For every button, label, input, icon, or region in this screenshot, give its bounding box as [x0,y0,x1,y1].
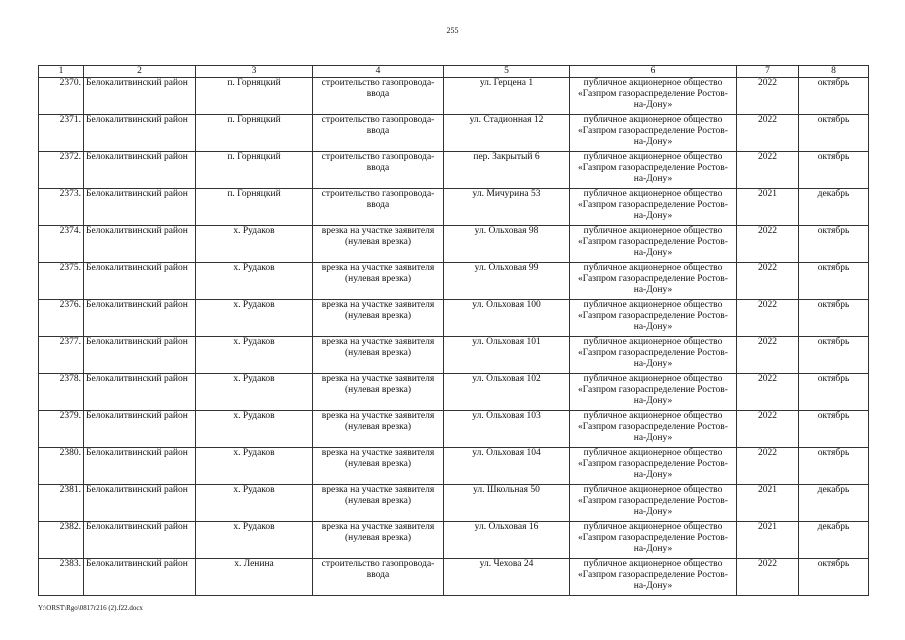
work-type-cell: врезка на участке заявителя (нулевая врезка) [313,485,444,522]
address-cell: ул. Герцена 1 [444,78,570,115]
district-cell: Белокалитвинский район [84,559,196,596]
work-type-cell: строительство газопровода-ввода [313,115,444,152]
address-cell: ул. Чехова 24 [444,559,570,596]
work-type-cell: врезка на участке заявителя (нулевая врезка) [313,522,444,559]
locality-cell: п. Горняцкий [196,152,313,189]
address-cell: ул. Ольховая 98 [444,226,570,263]
work-type-cell: врезка на участке заявителя (нулевая врезка) [313,337,444,374]
organization-cell: публичное акционерное общество «Газпром газораспределение Ростов-на-Дону» [570,115,737,152]
organization-cell: публичное акционерное общество «Газпром газораспределение Ростов-на-Дону» [570,226,737,263]
locality-cell: х. Рудаков [196,374,313,411]
work-type-cell: строительство газопровода-ввода [313,559,444,596]
district-cell: Белокалитвинский район [84,448,196,485]
district-cell: Белокалитвинский район [84,226,196,263]
year-cell: 2022 [737,78,799,115]
organization-cell: публичное акционерное общество «Газпром газораспределение Ростов-на-Дону» [570,448,737,485]
work-type-cell: врезка на участке заявителя (нулевая врезка) [313,226,444,263]
district-cell: Белокалитвинский район [84,115,196,152]
table-row [39,152,869,189]
column-header: 1 [39,66,84,78]
row-number-cell: 2374. [39,226,84,263]
footer-file-path: Y:\ORST\Rgo\0817r216 (2).f22.docx [38,604,143,612]
address-cell: ул. Ольховая 16 [444,522,570,559]
locality-cell: х. Рудаков [196,411,313,448]
organization-cell: публичное акционерное общество «Газпром газораспределение Ростов-на-Дону» [570,522,737,559]
row-number-cell: 2371. [39,115,84,152]
column-header: 3 [196,66,313,78]
organization-cell: публичное акционерное общество «Газпром газораспределение Ростов-на-Дону» [570,337,737,374]
month-cell: октябрь [799,152,869,189]
table-row [39,78,869,115]
row-number-cell: 2379. [39,411,84,448]
locality-cell: п. Горняцкий [196,115,313,152]
page-number: 255 [446,26,459,35]
table-row [39,263,869,300]
address-cell: ул. Ольховая 99 [444,263,570,300]
locality-cell: х. Рудаков [196,226,313,263]
locality-cell: х. Рудаков [196,522,313,559]
district-cell: Белокалитвинский район [84,411,196,448]
district-cell: Белокалитвинский район [84,263,196,300]
row-number-cell: 2377. [39,337,84,374]
work-type-cell: врезка на участке заявителя (нулевая врезка) [313,263,444,300]
year-cell: 2022 [737,448,799,485]
table-body [39,78,869,596]
row-number-cell: 2383. [39,559,84,596]
district-cell: Белокалитвинский район [84,152,196,189]
column-header: 8 [799,66,869,78]
locality-cell: п. Горняцкий [196,78,313,115]
district-cell: Белокалитвинский район [84,485,196,522]
column-header: 5 [444,66,570,78]
organization-cell: публичное акционерное общество «Газпром газораспределение Ростов-на-Дону» [570,300,737,337]
year-cell: 2021 [737,189,799,226]
table-row [39,485,869,522]
locality-cell: п. Горняцкий [196,189,313,226]
table-row [39,300,869,337]
district-cell: Белокалитвинский район [84,78,196,115]
table-row [39,115,869,152]
month-cell: октябрь [799,300,869,337]
year-cell: 2022 [737,300,799,337]
year-cell: 2022 [737,115,799,152]
district-cell: Белокалитвинский район [84,374,196,411]
row-number-cell: 2381. [39,485,84,522]
row-number-cell: 2373. [39,189,84,226]
column-header: 7 [737,66,799,78]
organization-cell: публичное акционерное общество «Газпром газораспределение Ростов-на-Дону» [570,152,737,189]
address-cell: ул. Ольховая 104 [444,448,570,485]
year-cell: 2022 [737,337,799,374]
year-cell: 2022 [737,374,799,411]
table-row [39,337,869,374]
month-cell: декабрь [799,485,869,522]
year-cell: 2022 [737,152,799,189]
year-cell: 2022 [737,226,799,263]
row-number-cell: 2380. [39,448,84,485]
column-header: 2 [84,66,196,78]
month-cell: октябрь [799,78,869,115]
organization-cell: публичное акционерное общество «Газпром газораспределение Ростов-на-Дону» [570,411,737,448]
organization-cell: публичное акционерное общество «Газпром газораспределение Ростов-на-Дону» [570,374,737,411]
work-type-cell: врезка на участке заявителя (нулевая врезка) [313,300,444,337]
organization-cell: публичное акционерное общество «Газпром газораспределение Ростов-на-Дону» [570,485,737,522]
address-cell: ул. Ольховая 100 [444,300,570,337]
month-cell: декабрь [799,189,869,226]
month-cell: декабрь [799,522,869,559]
month-cell: октябрь [799,115,869,152]
table-row [39,522,869,559]
row-number-cell: 2370. [39,78,84,115]
year-cell: 2021 [737,485,799,522]
address-cell: ул. Ольховая 102 [444,374,570,411]
column-number-row [39,66,869,78]
column-header: 4 [313,66,444,78]
month-cell: октябрь [799,226,869,263]
work-type-cell: строительство газопровода-ввода [313,152,444,189]
organization-cell: публичное акционерное общество «Газпром газораспределение Ростов-на-Дону» [570,189,737,226]
locality-cell: х. Рудаков [196,448,313,485]
year-cell: 2022 [737,411,799,448]
year-cell: 2021 [737,522,799,559]
row-number-cell: 2375. [39,263,84,300]
address-cell: ул. Стадионная 12 [444,115,570,152]
work-type-cell: врезка на участке заявителя (нулевая врезка) [313,411,444,448]
work-type-cell: врезка на участке заявителя (нулевая врезка) [313,374,444,411]
month-cell: октябрь [799,263,869,300]
month-cell: октябрь [799,374,869,411]
district-cell: Белокалитвинский район [84,189,196,226]
row-number-cell: 2376. [39,300,84,337]
district-cell: Белокалитвинский район [84,522,196,559]
locality-cell: х. Рудаков [196,263,313,300]
column-header: 6 [570,66,737,78]
year-cell: 2022 [737,559,799,596]
row-number-cell: 2372. [39,152,84,189]
locality-cell: х. Рудаков [196,485,313,522]
locality-cell: х. Рудаков [196,300,313,337]
organization-cell: публичное акционерное общество «Газпром газораспределение Ростов-на-Дону» [570,559,737,596]
organization-cell: публичное акционерное общество «Газпром газораспределение Ростов-на-Дону» [570,263,737,300]
table-row [39,448,869,485]
table-row [39,559,869,596]
district-cell: Белокалитвинский район [84,337,196,374]
month-cell: октябрь [799,337,869,374]
table-row [39,411,869,448]
address-cell: ул. Ольховая 103 [444,411,570,448]
organization-cell: публичное акционерное общество «Газпром газораспределение Ростов-на-Дону» [570,78,737,115]
table-row [39,189,869,226]
address-cell: пер. Закрытый 6 [444,152,570,189]
month-cell: октябрь [799,411,869,448]
year-cell: 2022 [737,263,799,300]
address-cell: ул. Школьная 50 [444,485,570,522]
address-cell: ул. Мичурина 53 [444,189,570,226]
work-type-cell: строительство газопровода-ввода [313,189,444,226]
month-cell: октябрь [799,448,869,485]
district-cell: Белокалитвинский район [84,300,196,337]
locality-cell: х. Рудаков [196,337,313,374]
locality-cell: х. Ленина [196,559,313,596]
row-number-cell: 2378. [39,374,84,411]
work-type-cell: врезка на участке заявителя (нулевая врезка) [313,448,444,485]
table-row [39,226,869,263]
table-row [39,374,869,411]
address-cell: ул. Ольховая 101 [444,337,570,374]
gas-connection-table [38,65,869,596]
month-cell: октябрь [799,559,869,596]
work-type-cell: строительство газопровода-ввода [313,78,444,115]
row-number-cell: 2382. [39,522,84,559]
